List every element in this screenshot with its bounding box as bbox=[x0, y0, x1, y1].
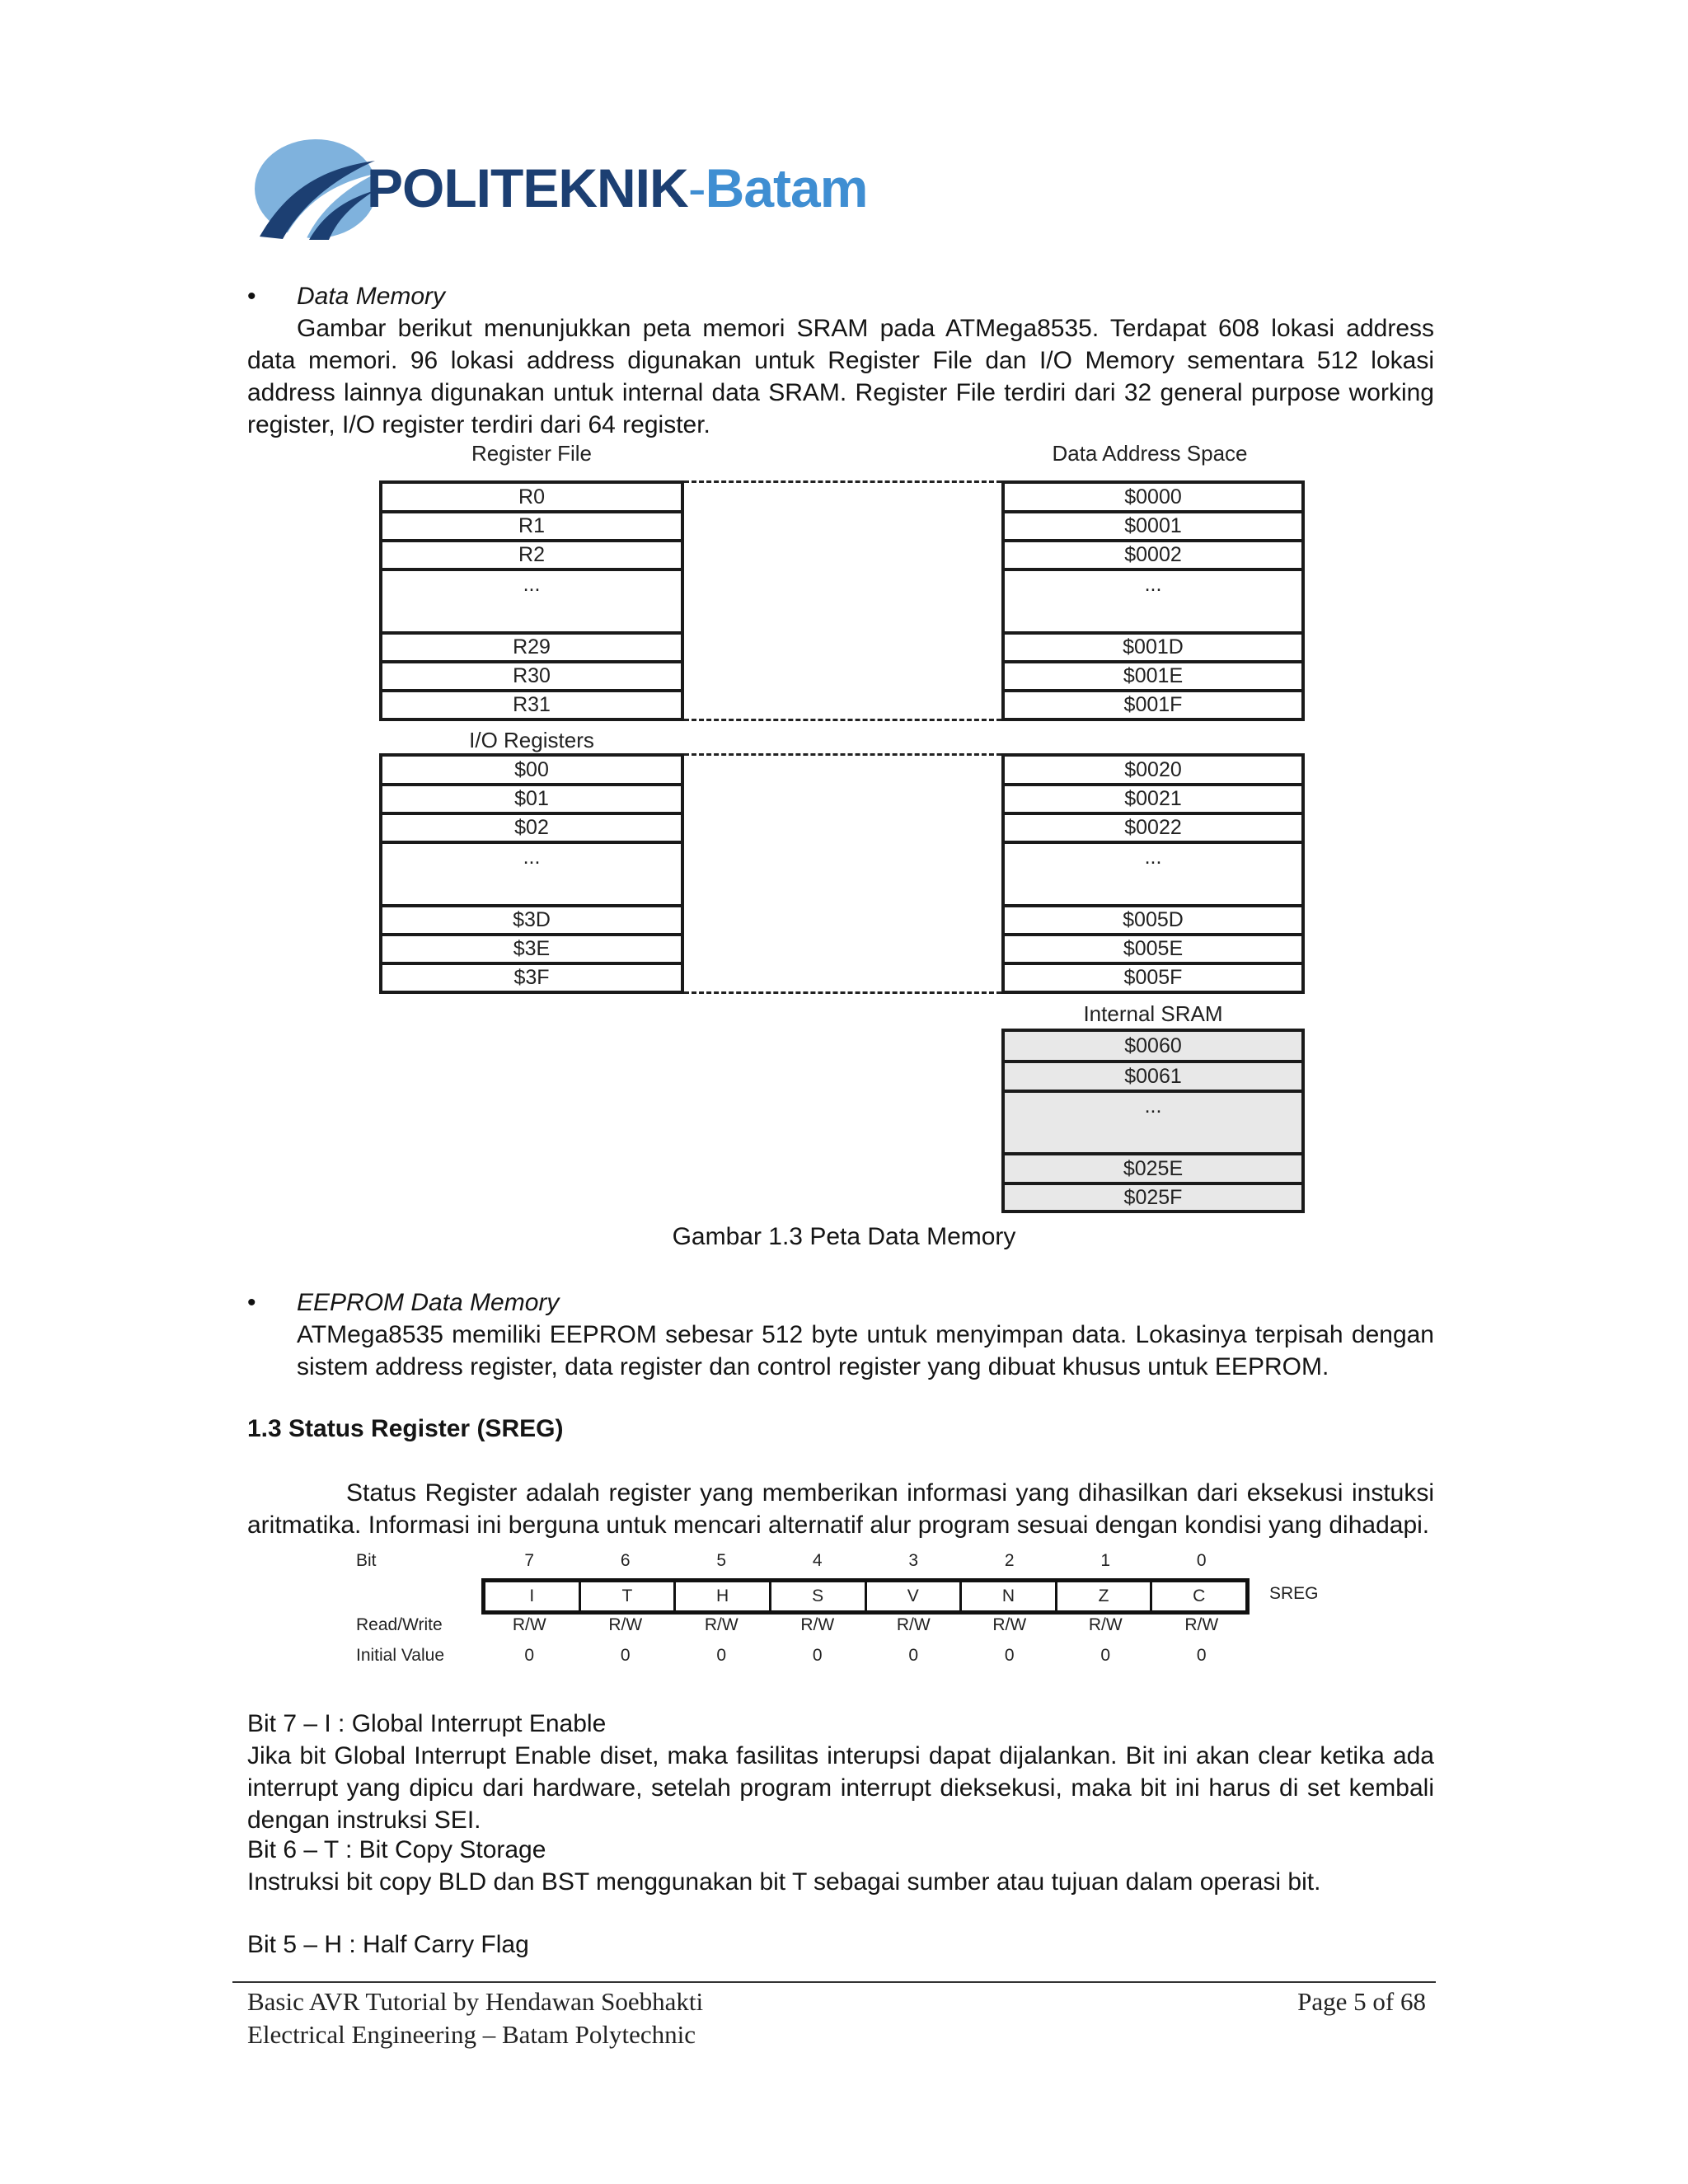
footer-divider bbox=[232, 1981, 1436, 1983]
sram-row: $0060 bbox=[1005, 1032, 1301, 1063]
sram-row: $0061 bbox=[1005, 1063, 1301, 1093]
address-row-ellipsis: ... bbox=[1005, 844, 1301, 907]
register-file-box bbox=[379, 480, 684, 721]
io-row: $3F bbox=[513, 966, 550, 989]
register-row: R30 bbox=[382, 663, 681, 692]
footer-page-number: Page 5 of 68 bbox=[1297, 1987, 1426, 2016]
sreg-paragraph: Status Register adalah register yang memberikan informasi yang dihasilkan dari eksekusi instuksi aritmatika. Informasi ini berguna untuk mencari alternatif alur program sesuai dengan kondisi yang dihadapi. bbox=[247, 1479, 1434, 1539]
section-heading-sreg: 1.3 Status Register (SREG) bbox=[247, 1415, 564, 1442]
sreg-bit-numbers bbox=[481, 1551, 1250, 1571]
io-row: $3D bbox=[382, 907, 681, 936]
sreg-init-label: Initial Value bbox=[356, 1646, 445, 1665]
sreg-flag-cell: S bbox=[771, 1582, 867, 1610]
sreg-rw-value: R/W bbox=[608, 1615, 643, 1634]
mapping-line bbox=[684, 719, 1001, 721]
bit7-title: Bit 7 – I : Global Interrupt Enable bbox=[247, 1710, 607, 1737]
eeprom-paragraph: ATMega8535 memiliki EEPROM sebesar 512 byte untuk menyimpan data. Lokasinya terpisah dengan sistem address register, data register dan control register yang dibuat khusus untuk EEPROM. bbox=[297, 1321, 1434, 1380]
register-row: R31 bbox=[513, 693, 551, 716]
sreg-bit-number: 7 bbox=[524, 1551, 535, 1570]
sreg-rw-value: R/W bbox=[992, 1615, 1027, 1634]
register-address-box bbox=[1001, 480, 1305, 721]
io-row: $02 bbox=[382, 815, 681, 844]
bit5-title: Bit 5 – H : Half Carry Flag bbox=[247, 1931, 529, 1958]
sreg-init-value: 0 bbox=[812, 1646, 823, 1665]
sreg-flags-box bbox=[481, 1578, 1250, 1615]
address-row: $0002 bbox=[1005, 542, 1301, 571]
sreg-register-name: SREG bbox=[1269, 1584, 1319, 1603]
logo-primary-text: POLITEKNIK bbox=[367, 157, 688, 218]
sreg-flag-cell: N bbox=[962, 1582, 1057, 1610]
mapping-line bbox=[684, 753, 1001, 756]
register-row: R29 bbox=[382, 635, 681, 663]
io-row: $01 bbox=[382, 786, 681, 815]
register-row: R0 bbox=[382, 484, 681, 513]
sreg-rw-value: R/W bbox=[512, 1615, 546, 1634]
address-row: $005D bbox=[1005, 907, 1301, 936]
data-address-space-label: Data Address Space bbox=[1052, 441, 1248, 466]
sreg-bit-number: 4 bbox=[812, 1551, 823, 1570]
logo-swoosh-icon bbox=[251, 136, 375, 243]
sreg-rw-value: R/W bbox=[1088, 1615, 1123, 1634]
address-row-ellipsis: ... bbox=[1005, 571, 1301, 635]
sreg-rw-label: Read/Write bbox=[356, 1615, 443, 1634]
address-row: $0001 bbox=[1005, 513, 1301, 542]
address-row: $001E bbox=[1005, 663, 1301, 692]
io-row-ellipsis: ... bbox=[382, 844, 681, 907]
bit7-text: Jika bit Global Interrupt Enable diset, maka fasilitas interupsi dapat dijalankan. Bit ini akan clear ketika ada interrupt yang dipicu dari hardware, setelah program interrupt dieksekusi, maka bit ini harus di set kembali dengan instruksi SEI. bbox=[247, 1742, 1434, 1834]
sram-row: $025F bbox=[1123, 1185, 1183, 1209]
address-row: $0020 bbox=[1005, 757, 1301, 786]
sreg-init-value: 0 bbox=[620, 1646, 631, 1665]
sreg-init-value: 0 bbox=[716, 1646, 727, 1665]
sreg-bit-number: 1 bbox=[1100, 1551, 1111, 1570]
bullet-eeprom: • bbox=[247, 1289, 256, 1316]
sreg-init-value: 0 bbox=[524, 1646, 535, 1665]
internal-sram-box bbox=[1001, 1029, 1305, 1213]
sreg-rw-value: R/W bbox=[800, 1615, 835, 1634]
mapping-line bbox=[684, 480, 1001, 483]
sreg-rw-value: R/W bbox=[1184, 1615, 1219, 1634]
io-row: $3E bbox=[382, 936, 681, 965]
sreg-bit-number: 3 bbox=[908, 1551, 919, 1570]
address-row: $0022 bbox=[1005, 815, 1301, 844]
sreg-flag-cell: T bbox=[581, 1582, 677, 1610]
sreg-bit-number: 5 bbox=[716, 1551, 727, 1570]
internal-sram-label: Internal SRAM bbox=[1083, 1001, 1223, 1026]
sreg-flag-cell: I bbox=[485, 1582, 581, 1610]
register-file-label: Register File bbox=[471, 441, 592, 466]
io-row: $00 bbox=[382, 757, 681, 786]
address-row: $005E bbox=[1005, 936, 1301, 965]
sreg-bit-number: 2 bbox=[1004, 1551, 1015, 1570]
logo-secondary-text: Batam bbox=[705, 157, 868, 218]
sreg-flag-cell: V bbox=[867, 1582, 963, 1610]
sreg-init-value: 0 bbox=[1196, 1646, 1207, 1665]
io-address-box bbox=[1001, 753, 1305, 994]
sreg-rw-value: R/W bbox=[896, 1615, 931, 1634]
bit6-title: Bit 6 – T : Bit Copy Storage bbox=[247, 1836, 546, 1863]
data-memory-heading: Data Memory bbox=[297, 283, 446, 310]
address-row: $0000 bbox=[1005, 484, 1301, 513]
sreg-flag-cell: H bbox=[676, 1582, 771, 1610]
memory-map-caption: Gambar 1.3 Peta Data Memory bbox=[672, 1223, 1016, 1250]
address-row: $001D bbox=[1005, 635, 1301, 663]
bullet-data-memory: • bbox=[247, 283, 256, 310]
sreg-bit-label: Bit bbox=[356, 1551, 377, 1570]
io-registers-label: I/O Registers bbox=[469, 728, 594, 752]
sreg-bit-number: 0 bbox=[1196, 1551, 1207, 1570]
footer-line1: Basic AVR Tutorial by Hendawan Soebhakti bbox=[247, 1987, 704, 2016]
bit6-text: Instruksi bit copy BLD dan BST menggunakan bit T sebagai sumber atau tujuan dalam operasi bit. bbox=[247, 1868, 1321, 1896]
sreg-bit-number: 6 bbox=[620, 1551, 631, 1570]
sreg-flag-cell: C bbox=[1193, 1586, 1206, 1605]
sreg-init-value: 0 bbox=[908, 1646, 919, 1665]
register-row: R1 bbox=[382, 513, 681, 542]
sreg-rw-row bbox=[481, 1615, 1250, 1635]
register-row-ellipsis: ... bbox=[382, 571, 681, 635]
io-registers-box bbox=[379, 753, 684, 994]
sreg-init-row bbox=[481, 1646, 1250, 1666]
sreg-flag-cell: Z bbox=[1057, 1582, 1153, 1610]
sram-row-ellipsis: ... bbox=[1005, 1093, 1301, 1155]
politeknik-batam-logo: POLITEKNIK-Batam bbox=[251, 136, 828, 251]
footer-line2: Electrical Engineering – Batam Polytechnic bbox=[247, 2020, 696, 2049]
sram-row: $025E bbox=[1005, 1155, 1301, 1185]
address-row: $0021 bbox=[1005, 786, 1301, 815]
eeprom-heading: EEPROM Data Memory bbox=[297, 1289, 560, 1316]
address-row: $001F bbox=[1123, 693, 1183, 716]
sreg-init-value: 0 bbox=[1004, 1646, 1015, 1665]
mapping-line bbox=[684, 991, 1001, 994]
register-row: R2 bbox=[382, 542, 681, 571]
data-memory-paragraph: Gambar berikut menunjukkan peta memori SRAM pada ATMega8535. Terdapat 608 lokasi address data memori. 96 lokasi address digunakan untuk Register File dan I/O Memory sementara 512 lokasi address lainnya digunakan untuk internal data SRAM. Register File terdiri dari 32 general purpose working register, I/O register terdiri dari 64 register. bbox=[247, 315, 1434, 438]
address-row: $005F bbox=[1123, 966, 1183, 989]
sreg-rw-value: R/W bbox=[704, 1615, 738, 1634]
sreg-init-value: 0 bbox=[1100, 1646, 1111, 1665]
